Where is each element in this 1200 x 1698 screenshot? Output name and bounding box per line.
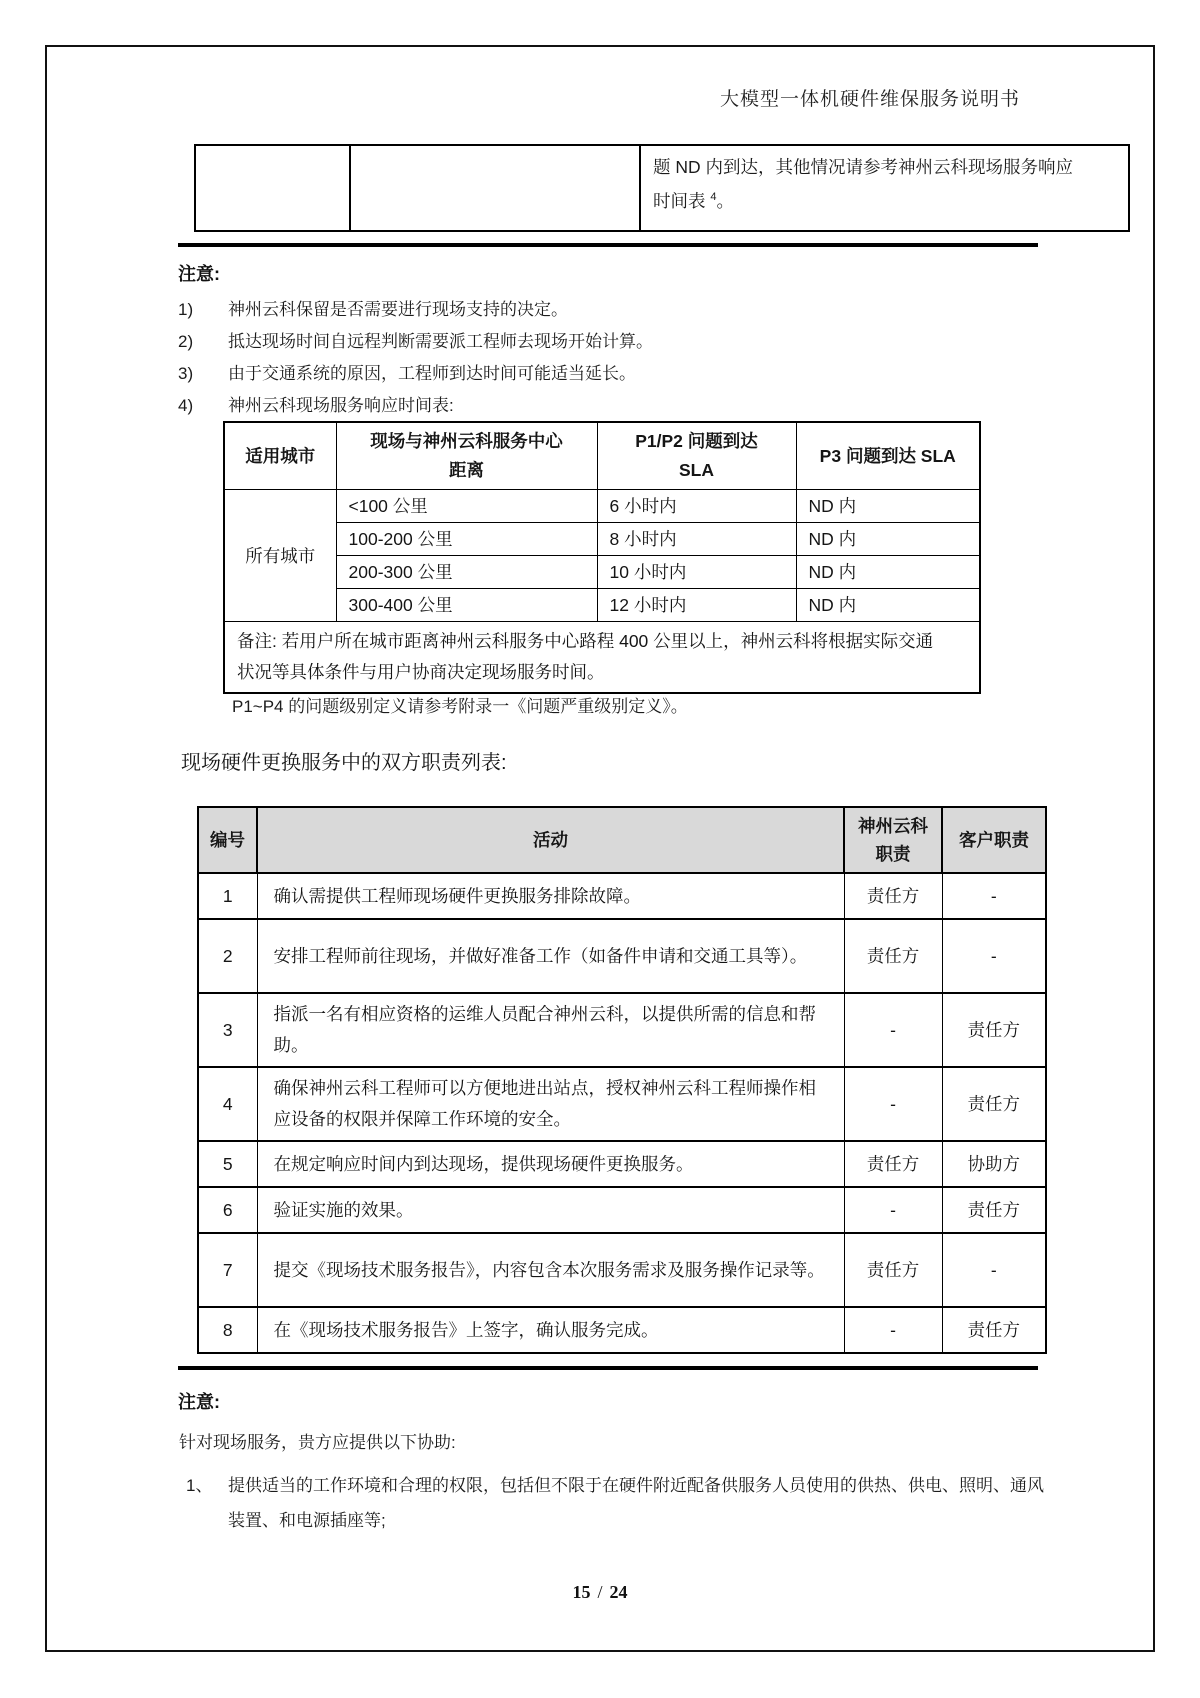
- list-item: [178, 300, 1038, 320]
- cell-vendor: 责任方: [844, 919, 942, 993]
- cell-id: 3: [198, 993, 257, 1067]
- footnote-ref: 4: [710, 191, 717, 204]
- continuation-table: [194, 144, 1130, 232]
- cell-customer: 责任方: [942, 993, 1046, 1067]
- cell-p1p2: 8 小时内: [597, 523, 796, 556]
- cell-activity: 指派一名有相应资格的运维人员配合神州云科，以提供所需的信息和帮助。: [257, 993, 844, 1067]
- continuation-cell-text: [640, 145, 1129, 231]
- page-footer: [0, 1582, 1200, 1603]
- assist-intro: 针对现场服务，贵方应提供以下协助:: [179, 1433, 456, 1452]
- list-item: [178, 396, 1038, 416]
- cell-id: 7: [198, 1233, 257, 1307]
- cell-vendor: 责任方: [844, 1141, 942, 1187]
- continuation-text-line2: 时间表 $^4$。: [653, 191, 734, 211]
- cell-p1p2: 6 小时内: [597, 490, 796, 523]
- remark-line1: 备注: 若用户所在城市距离神州云科服务中心路程 400 公里以上，神州云科将根据实际交通: [237, 631, 934, 651]
- cell-p1p2: 10 小时内: [597, 556, 796, 589]
- continuation-cell-empty-2: [350, 145, 640, 231]
- p1p4-definition-note: P1~P4 的问题级别定义请参考附录一《问题严重级别定义》。: [232, 697, 688, 716]
- header-id: 编号: [198, 807, 257, 873]
- cell-customer: -: [942, 873, 1046, 919]
- table-row: [198, 873, 1046, 919]
- table-row: [195, 145, 1129, 231]
- table-row: [198, 1141, 1046, 1187]
- list-item-number: 2): [178, 332, 194, 351]
- table-row: [198, 1067, 1046, 1141]
- divider-rule-bottom: [178, 1366, 1038, 1370]
- cell-id: 5: [198, 1141, 257, 1187]
- cell-vendor: -: [844, 1307, 942, 1353]
- header-vendor-duty: 神州云科 职责: [844, 807, 942, 873]
- list-item-text: 提供适当的工作环境和合理的权限，包括但不限于在硬件附近配备供服务人员使用的供热、供电、照明、通风装置、和电源插座等;: [228, 1476, 1044, 1530]
- list-item-text: 由于交通系统的原因，工程师到达时间可能适当延长。: [228, 364, 636, 383]
- list-item: [178, 364, 1038, 384]
- cell-city: 所有城市: [224, 490, 336, 622]
- list-item-number: 1): [178, 300, 194, 319]
- cell-activity: 在规定响应时间内到达现场，提供现场硬件更换服务。: [257, 1141, 844, 1187]
- list-item-number: 4): [178, 396, 194, 415]
- cell-vendor: 责任方: [844, 1233, 942, 1307]
- cell-distance: 200-300 公里: [336, 556, 597, 589]
- remark-line2: 状况等具体条件与用户协商决定现场服务时间。: [237, 662, 605, 682]
- cell-customer: -: [942, 919, 1046, 993]
- table-row: [198, 993, 1046, 1067]
- response-time-table: [223, 421, 981, 694]
- table-row: [198, 1187, 1046, 1233]
- cell-p3: ND 内: [796, 523, 980, 556]
- cell-p1p2: 12 小时内: [597, 589, 796, 622]
- cell-activity: 验证实施的效果。: [257, 1187, 844, 1233]
- continuation-text-line1: 题 ND 内到达，其他情况请参考神州云科现场服务响应: [653, 157, 1073, 177]
- table-row: [224, 490, 980, 523]
- cell-id: 4: [198, 1067, 257, 1141]
- cell-id: 2: [198, 919, 257, 993]
- header-customer-duty: 客户职责: [942, 807, 1046, 873]
- list-item-number: 3): [178, 364, 194, 383]
- cell-distance: 100-200 公里: [336, 523, 597, 556]
- cell-id: 1: [198, 873, 257, 919]
- notice-label: 注意:: [178, 1392, 220, 1412]
- cell-id: 8: [198, 1307, 257, 1353]
- cell-remark: [224, 622, 980, 694]
- cell-distance: <100 公里: [336, 490, 597, 523]
- table-header-row: [224, 422, 980, 490]
- responsibilities-table: [197, 806, 1047, 1354]
- continuation-cell-empty-1: [195, 145, 350, 231]
- list-item: [186, 1468, 1066, 1538]
- divider-rule-top: [178, 243, 1038, 247]
- table-row: [224, 523, 980, 556]
- list-item-text: 神州云科现场服务响应时间表:: [228, 396, 454, 415]
- cell-id: 6: [198, 1187, 257, 1233]
- cell-vendor: -: [844, 1067, 942, 1141]
- cell-vendor: -: [844, 993, 942, 1067]
- table-row: [198, 1307, 1046, 1353]
- table-header-row: [198, 807, 1046, 873]
- cell-distance: 300-400 公里: [336, 589, 597, 622]
- table-row: [224, 556, 980, 589]
- header-distance: 现场与神州云科服务中心 距离: [336, 422, 597, 490]
- cell-p3: ND 内: [796, 589, 980, 622]
- list-item-text: 抵达现场时间自远程判断需要派工程师去现场开始计算。: [228, 332, 653, 351]
- header-applicable-city: 适用城市: [224, 422, 336, 490]
- header-activity: 活动: [257, 807, 844, 873]
- page-number-separator: /: [597, 1582, 603, 1602]
- page-header-title: 大模型一体机硬件维保服务说明书: [719, 89, 1020, 110]
- cell-customer: 责任方: [942, 1067, 1046, 1141]
- header-p3-sla: P3 问题到达 SLA: [796, 422, 980, 490]
- list-item-number: 1、: [186, 1476, 213, 1495]
- page-number-total: 24: [609, 1582, 628, 1602]
- table-remark-row: [224, 622, 980, 694]
- page-number-current: 15: [572, 1582, 591, 1602]
- list-item: [178, 332, 1038, 352]
- cell-activity: 在《现场技术服务报告》上签字，确认服务完成。: [257, 1307, 844, 1353]
- table-row: [198, 919, 1046, 993]
- cell-customer: -: [942, 1233, 1046, 1307]
- header-p1p2-sla: P1/P2 问题到达 SLA: [597, 422, 796, 490]
- cell-customer: 责任方: [942, 1307, 1046, 1353]
- cell-p3: ND 内: [796, 556, 980, 589]
- table-row: [224, 589, 980, 622]
- notice-label: 注意:: [178, 264, 220, 284]
- cell-vendor: 责任方: [844, 873, 942, 919]
- cell-customer: 协助方: [942, 1141, 1046, 1187]
- table-row: [198, 1233, 1046, 1307]
- list-item-text: 神州云科保留是否需要进行现场支持的决定。: [228, 300, 568, 319]
- cell-activity: 安排工程师前往现场，并做好准备工作（如备件申请和交通工具等）。: [257, 919, 844, 993]
- cell-activity: 提交《现场技术服务报告》，内容包含本次服务需求及服务操作记录等。: [257, 1233, 844, 1307]
- cell-vendor: -: [844, 1187, 942, 1233]
- cell-activity: 确保神州云科工程师可以方便地进出站点，授权神州云科工程师操作相应设备的权限并保障工作环境的安全。: [257, 1067, 844, 1141]
- cell-p3: ND 内: [796, 490, 980, 523]
- section-heading: 现场硬件更换服务中的双方职责列表:: [181, 752, 507, 774]
- cell-customer: 责任方: [942, 1187, 1046, 1233]
- cell-activity: 确认需提供工程师现场硬件更换服务排除故障。: [257, 873, 844, 919]
